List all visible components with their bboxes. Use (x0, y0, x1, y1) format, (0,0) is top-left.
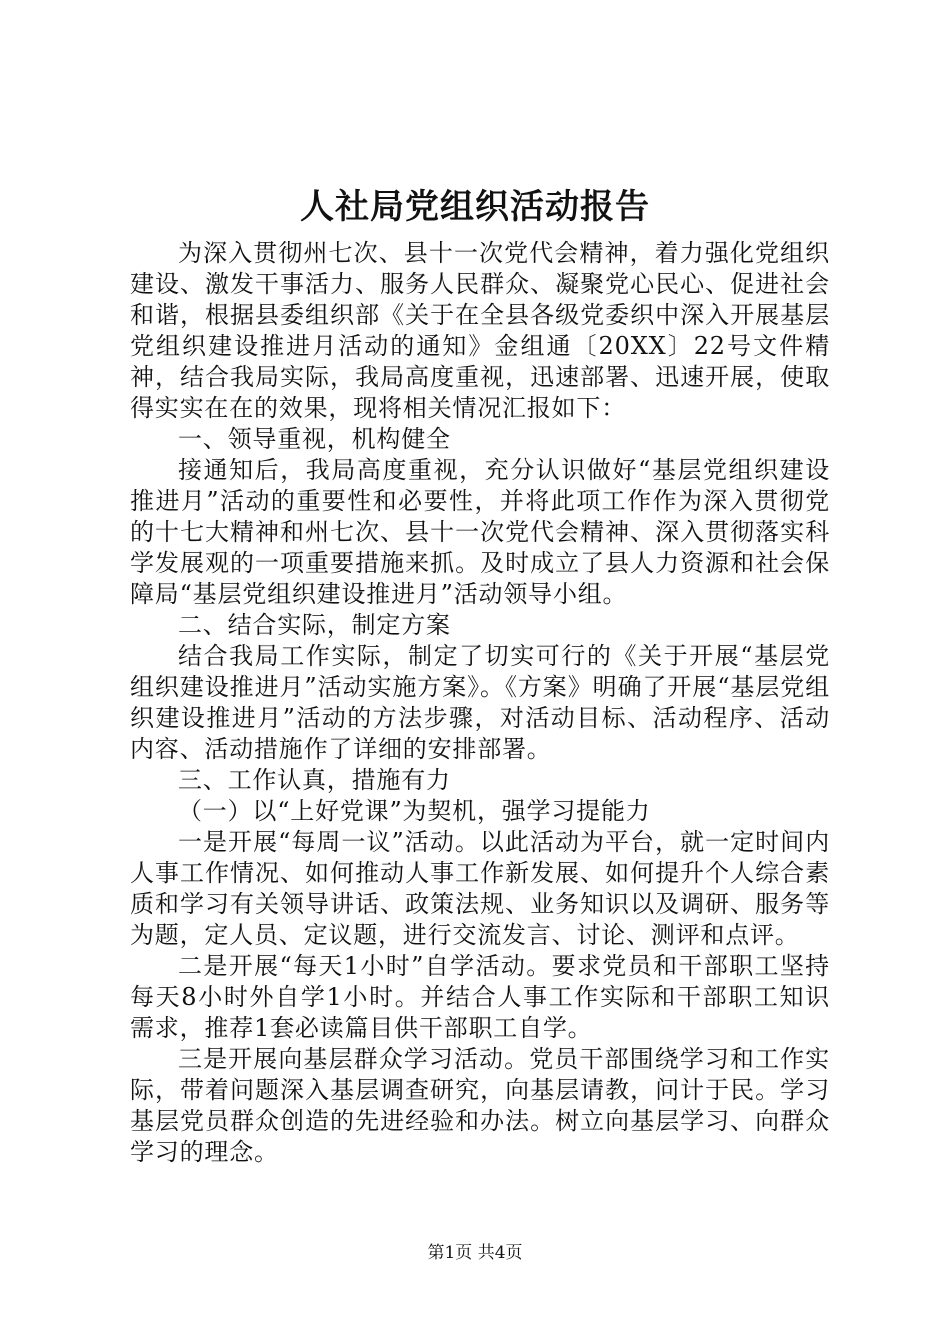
paragraph-section-2: 结合我局工作实际，制定了切实可行的《关于开展“基层党组织建设推进月”活动实施方案》。《方案》明确了开展“基层党组织建设推进月”活动的方法步骤，对活动目标、活动程序、活动内容、活动措施作了详细的安排部署。 (130, 642, 830, 763)
paragraph-intro: 为深入贯彻州七次、县十一次党代会精神，着力强化党组织建设、激发干事活力、服务人民群众、凝聚党心民心、促进社会和谐，根据县委组织部《关于在全县各级党委织中深入开展基层党组织建设推进月活动的通知》金组通〔20XX〕22号文件精神，结合我局实际，我局高度重视，迅速部署、迅速开展，使取得实实在在的效果，现将相关情况汇报如下： (130, 239, 830, 422)
section-heading-3: 三、工作认真，措施有力 (178, 766, 451, 794)
document-title: 人社局党组织活动报告 (300, 187, 650, 227)
page-footer: 第1页 共4页 (427, 1243, 523, 1263)
section-heading-1: 一、领导重视，机构健全 (178, 425, 451, 453)
paragraph-item-1: 一是开展“每周一议”活动。以此活动为平台，就一定时间内人事工作情况、如何推动人事工作新发展、如何提升个人综合素质和学习有关领导讲话、政策法规、业务知识以及调研、服务等为题，定人员、定议题，进行交流发言、讨论、测评和点评。 (130, 828, 830, 949)
section-heading-2: 二、结合实际，制定方案 (178, 611, 451, 639)
subsection-heading-1: （一）以“上好党课”为契机，强学习提能力 (178, 797, 651, 825)
paragraph-item-3: 三是开展向基层群众学习活动。党员干部围绕学习和工作实际，带着问题深入基层调查研究，向基层请教，问计于民。学习基层党员群众创造的先进经验和办法。树立向基层学习、向群众学习的理念。 (130, 1045, 830, 1166)
document-body (130, 238, 830, 1168)
paragraph-section-1: 接通知后，我局高度重视，充分认识做好“基层党组织建设推进月”活动的重要性和必要性，并将此项工作作为深入贯彻党的十七大精神和州七次、县十一次党代会精神、深入贯彻落实科学发展观的一项重要措施来抓。及时成立了县人力资源和社会保障局“基层党组织建设推进月”活动领导小组。 (130, 456, 830, 608)
paragraph-item-2: 二是开展“每天1小时”自学活动。要求党员和干部职工坚持每天8小时外自学1小时。并结合人事工作实际和干部职工知识需求，推荐1套必读篇目供干部职工自学。 (130, 952, 830, 1042)
